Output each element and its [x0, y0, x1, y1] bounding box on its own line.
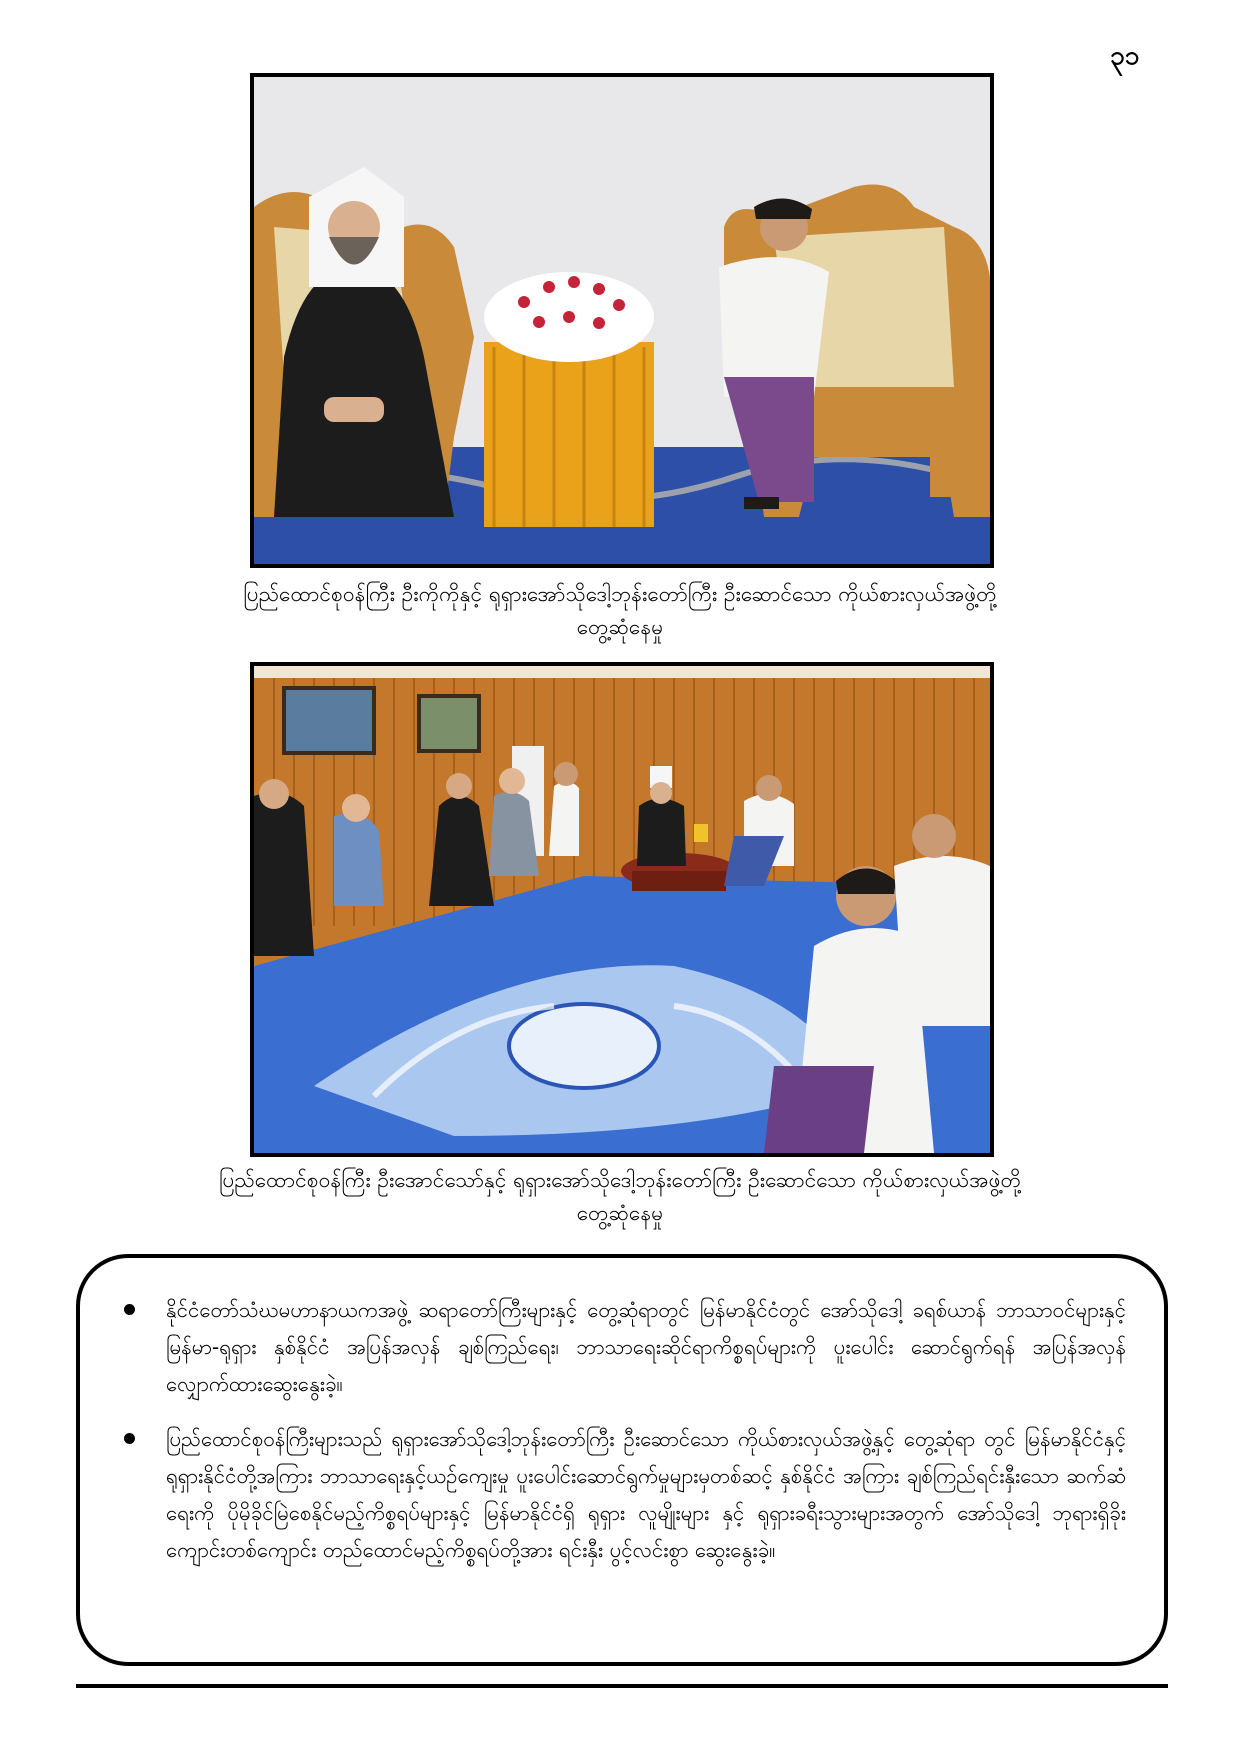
photo-caption-1-line2: တွေ့ဆုံနေမှု — [576, 615, 664, 639]
meeting-photo-2-image — [254, 666, 990, 1153]
summary-list — [124, 1292, 1126, 1569]
photo-caption-1 — [150, 578, 1090, 644]
summary-box — [76, 1254, 1168, 1666]
photo-caption-2-line1: ပြည်ထောင်စုဝန်ကြီး ဦးအောင်သော်နှင့် ရုရှားအော်သိုဒေါ့ဘုန်းတော်ကြီး ဦးဆောင်သော ကိုယ်စားလှယ်အဖွဲ့တို့ — [218, 1168, 1022, 1192]
photo-caption-1-line1: ပြည်ထောင်စုဝန်ကြီး ဦးကိုကိုနှင့် ရုရှားအော်သိုဒေါ့ဘုန်းတော်ကြီး ဦးဆောင်သော ကိုယ်စားလှယ်အဖွဲ့တို့ — [243, 582, 997, 606]
bullet-icon — [124, 1304, 135, 1315]
page-number: ၃၁ — [1110, 41, 1140, 71]
meeting-photo-1-image — [254, 77, 990, 564]
summary-bullet-text: ပြည်ထောင်စုဝန်ကြီးများသည် ရုရှားအော်သိုဒေါ့ဘုန်းတော်ကြီး ဦးဆောင်သော ကိုယ်စားလှယ်အဖွဲ့နှင့် တွေ့ဆုံရာ တွင် မြန်မာနိုင်ငံနှင့် ရုရှားနိုင်ငံတို့အကြား ဘာသာရေးနှင့်ယဉ်ကျေးမှု ပူးပေါင်းဆောင်ရွက်မှုများမှတစ်ဆင့် နှစ်နိုင်ငံ အကြား ချစ်ကြည်ရင်းနှီးသော ဆက်ဆံရေးကို ပိုမိုခိုင်မြဲစေနိုင်မည့်ကိစ္စရပ်များနှင့် မြန်မာနိုင်ငံရှိ ရုရှား လူမျိုးများ နှင့် ရုရှားခရီးသွားများအတွက် အော်သိုဒေါ့ ဘုရားရှိခိုးကျောင်းတစ်ကျောင်း တည်ထောင်မည့်ကိစ္စရပ်တို့အား ရင်းနှီး ပွင့်လင်းစွာ ဆွေးနွေးခဲ့။ — [166, 1427, 1126, 1562]
meeting-photo-1 — [250, 73, 994, 568]
summary-bullet-item — [124, 1292, 1126, 1403]
photo-caption-2-line2: တွေ့ဆုံနေမှု — [576, 1201, 664, 1225]
summary-bullet-item — [124, 1421, 1126, 1569]
summary-bullet-text: နိုင်ငံတော်သံဃမဟာနာယကအဖွဲ့ ဆရာတော်ကြီးများနှင့် တွေ့ဆုံရာတွင် မြန်မာနိုင်ငံတွင် အော်သိုဒေါ့ ခရစ်ယာန် ဘာသာဝင်များနှင့် မြန်မာ-ရုရှား နှစ်နိုင်ငံ အပြန်အလှန် ချစ်ကြည်ရေး၊ ဘာသာရေးဆိုင်ရာကိစ္စရပ်များကို ပူးပေါင်း ဆောင်ရွက်ရန် အပြန်အလှန် လျှောက်ထားဆွေးနွေးခဲ့။ — [166, 1298, 1126, 1396]
bullet-icon — [124, 1433, 135, 1444]
photo-caption-2 — [150, 1164, 1090, 1230]
meeting-photo-2 — [250, 662, 994, 1157]
bottom-divider — [76, 1684, 1168, 1688]
